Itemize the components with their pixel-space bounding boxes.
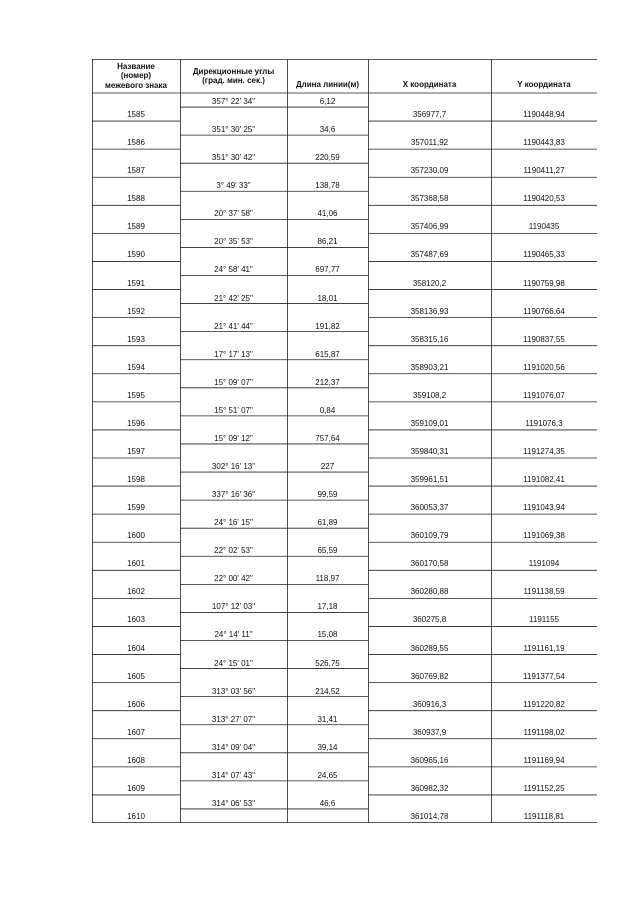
line-length: 118,97 [315,574,340,584]
point-name: 1594 [127,362,145,372]
y-coordinate: 1191152,25 [523,783,565,793]
direction-angle: 314° 07' 43" [211,770,256,780]
direction-angle: 24° 15' 01" [214,658,253,668]
x-coordinate: 360982,32 [410,783,449,793]
y-coordinate: 1191155 [529,615,559,625]
direction-angle: 302° 16' 13" [211,462,256,472]
y-coordinate: 1191020,56 [523,362,565,372]
y-coordinate: 1191161,19 [523,643,565,653]
direction-angle: 313° 03' 56" [211,686,256,696]
x-coordinate: 360916,3 [412,699,447,709]
direction-angle: 24° 16' 15" [214,518,253,528]
x-coordinate: 356977,7 [412,110,447,120]
y-coordinate: 1191169,94 [523,755,565,765]
y-coordinate: 1191118,81 [523,811,565,821]
y-coordinate: 1190443,83 [523,138,565,148]
direction-angle: 337° 16' 36" [211,490,256,500]
direction-angle: 351° 30' 25" [211,125,256,135]
x-coordinate: 360053,37 [410,503,449,513]
y-coordinate: 1190435 [528,222,560,232]
coordinate-table [92,59,597,823]
point-name: 1608 [127,755,145,765]
y-coordinate: 1190766,64 [523,306,565,316]
line-length: 18,01 [317,293,338,303]
x-coordinate: 360965,16 [410,755,449,765]
x-coordinate: 358315,16 [410,334,449,344]
line-length: 220,59 [315,153,340,163]
point-name: 1589 [127,222,145,232]
column-header-y: Y координата [517,79,571,89]
line-length: 6,12 [319,97,336,107]
x-coordinate: 358903,21 [410,362,449,372]
point-name: 1597 [127,446,145,456]
x-coordinate: 361014,78 [410,811,449,821]
line-length: 86,21 [317,237,338,247]
point-name: 1592 [127,306,145,316]
y-coordinate: 1191094 [528,559,560,569]
x-coordinate: 357368,58 [410,194,449,204]
line-length: 214,52 [315,686,340,696]
x-coordinate: 359109,01 [410,418,449,428]
direction-angle: 15° 09' 07" [214,377,253,387]
y-coordinate: 1191076,07 [523,390,565,400]
point-name: 1587 [127,166,145,176]
point-name: 1604 [127,643,145,653]
point-name: 1595 [127,390,145,400]
y-coordinate: 1190411,27 [523,166,565,176]
column-header-name: Название (номер) межевого знака [104,62,168,90]
y-coordinate: 1190759,98 [523,278,565,288]
x-coordinate: 360769,82 [410,671,449,681]
point-name: 1609 [127,783,145,793]
y-coordinate: 1191076,3 [525,418,563,428]
y-coordinate: 1190465,33 [523,250,565,260]
x-coordinate: 357230,09 [410,166,449,176]
line-length: 65,59 [317,546,338,556]
x-coordinate: 358136,93 [410,306,449,316]
point-name: 1599 [127,503,145,513]
point-name: 1585 [127,110,145,120]
direction-angle: 15° 09' 12" [214,433,253,443]
y-coordinate: 1191138,59 [523,587,565,597]
x-coordinate: 359961,51 [410,475,449,485]
direction-angle: 21° 41' 44" [214,321,253,331]
point-name: 1596 [127,418,145,428]
point-name: 1588 [127,194,145,204]
y-coordinate: 1191043,94 [523,503,565,513]
x-coordinate: 360280,88 [410,587,449,597]
direction-angle: 15° 51' 07" [214,405,253,415]
point-name: 1601 [127,559,145,569]
line-length: 138,78 [315,181,340,191]
line-length: 15,08 [317,630,338,640]
line-length: 61,89 [317,518,338,528]
direction-angle: 314° 09' 04" [211,742,256,752]
direction-angle: 20° 37' 58" [214,209,253,219]
point-name: 1606 [127,699,145,709]
point-name: 1591 [127,278,145,288]
x-coordinate: 360289,55 [410,643,449,653]
direction-angle: 351° 30' 42" [211,153,256,163]
point-name: 1602 [127,587,145,597]
point-name: 1605 [127,671,145,681]
direction-angle: 22° 02' 53" [214,546,253,556]
line-length: 31,41 [317,714,338,724]
x-coordinate: 360275,8 [412,615,447,625]
line-length: 34,6 [319,125,336,135]
line-length: 39,14 [317,742,338,752]
column-header-length: Длина линии(м) [295,79,360,89]
y-coordinate: 1190448,94 [523,110,565,120]
x-coordinate: 360937,9 [412,727,447,737]
x-coordinate: 357487,69 [410,250,449,260]
x-coordinate: 358120,2 [412,278,447,288]
direction-angle: 21° 42' 25" [214,293,253,303]
line-length: 212,37 [315,377,340,387]
line-length: 526,75 [315,658,340,668]
point-name: 1593 [127,334,145,344]
x-coordinate: 360170,58 [410,559,449,569]
point-name: 1598 [127,475,145,485]
point-name: 1600 [127,531,145,541]
y-coordinate: 1191274,35 [523,446,565,456]
line-length: 615,87 [315,349,340,359]
point-name: 1607 [127,727,145,737]
direction-angle: 24° 14' 11" [214,630,253,640]
x-coordinate: 357011,92 [410,138,449,148]
line-length: 227 [320,462,335,472]
line-length: 17,18 [317,602,338,612]
point-name: 1586 [127,138,145,148]
y-coordinate: 1191377,54 [523,671,565,681]
direction-angle: 313° 27' 07" [211,714,256,724]
y-coordinate: 1190420,53 [523,194,565,204]
direction-angle: 107° 12' 03" [211,602,256,612]
y-coordinate: 1191198,02 [523,727,565,737]
direction-angle: 24° 58' 41" [214,265,253,275]
line-length: 757,64 [315,433,340,443]
line-length: 99,59 [317,490,338,500]
line-length: 697,77 [315,265,340,275]
direction-angle: 357° 22' 34" [211,97,256,107]
y-coordinate: 1190837,55 [523,334,565,344]
line-length: 41,06 [317,209,338,219]
direction-angle: 17° 17' 13" [214,349,253,359]
line-length: 0,84 [319,405,336,415]
x-coordinate: 359840,31 [410,446,449,456]
x-coordinate: 359108,2 [412,390,447,400]
x-coordinate: 360109,79 [410,531,449,541]
direction-angle: 314° 06' 53" [211,798,256,808]
x-coordinate: 357406,99 [410,222,449,232]
y-coordinate: 1191082,41 [523,475,565,485]
point-name: 1603 [127,615,145,625]
direction-angle: 22° 00' 42" [214,574,253,584]
y-coordinate: 1191220,82 [523,699,565,709]
column-header-x: X координата [402,79,457,89]
column-header-angle: Дирекционные углы (град. мин. сек.) [192,66,275,85]
point-name: 1590 [127,250,145,260]
direction-angle: 20° 35' 53" [214,237,253,247]
line-length: 191,82 [315,321,340,331]
direction-angle: 3° 49' 33" [216,181,251,191]
line-length: 24,65 [317,770,338,780]
line-length: 46,6 [319,798,336,808]
y-coordinate: 1191069,38 [523,531,565,541]
point-name: 1610 [127,811,145,821]
